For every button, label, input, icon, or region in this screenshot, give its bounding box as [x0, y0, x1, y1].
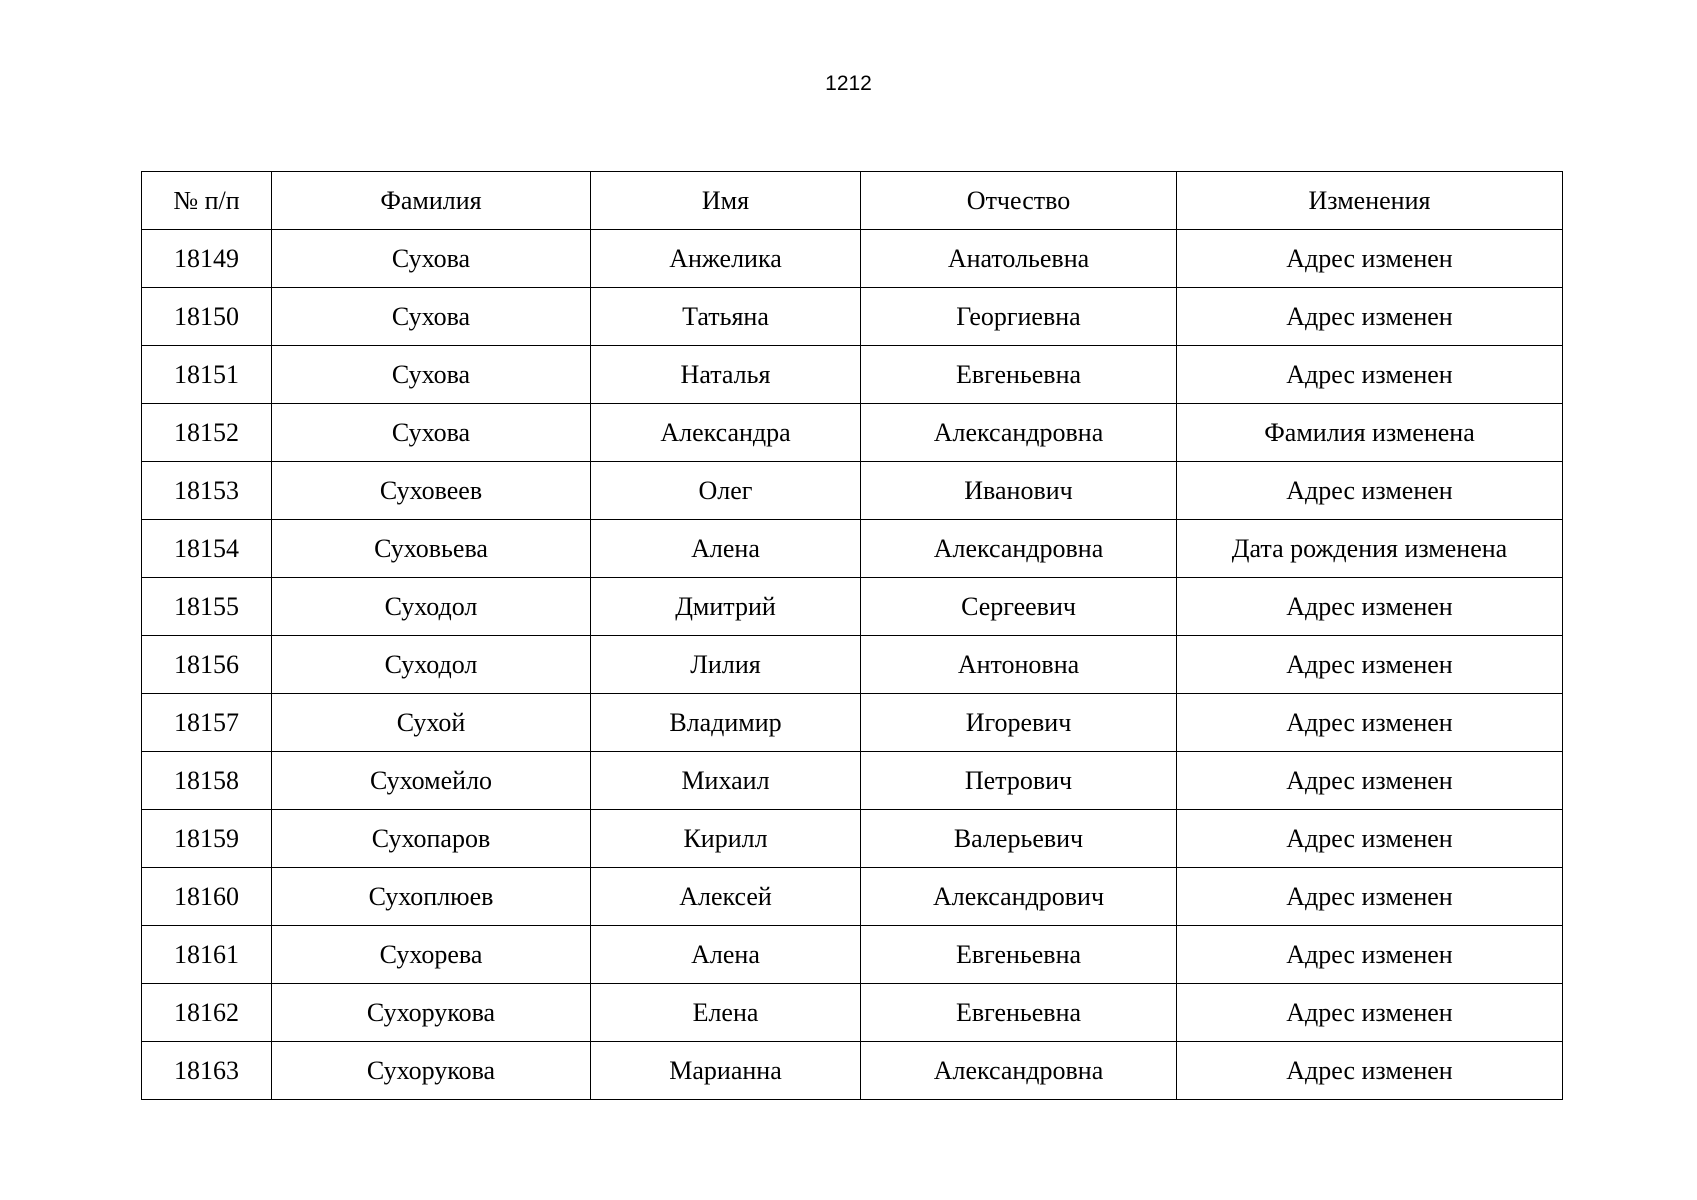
cell-patronymic: Валерьевич — [861, 810, 1177, 868]
table-row — [142, 636, 1563, 694]
cell-last-name: Суходол — [272, 636, 591, 694]
cell-first-name: Наталья — [591, 346, 861, 404]
cell-first-name: Александра — [591, 404, 861, 462]
header-patronymic: Отчество — [861, 172, 1177, 230]
cell-num: 18149 — [142, 230, 272, 288]
cell-patronymic: Сергеевич — [861, 578, 1177, 636]
cell-changes: Адрес изменен — [1177, 288, 1563, 346]
cell-changes: Адрес изменен — [1177, 984, 1563, 1042]
cell-num: 18154 — [142, 520, 272, 578]
cell-first-name: Алена — [591, 926, 861, 984]
table-row — [142, 462, 1563, 520]
table-row — [142, 404, 1563, 462]
cell-last-name: Сухой — [272, 694, 591, 752]
header-last-name: Фамилия — [272, 172, 591, 230]
cell-num: 18162 — [142, 984, 272, 1042]
cell-patronymic: Александровна — [861, 1042, 1177, 1100]
cell-patronymic: Евгеньевна — [861, 346, 1177, 404]
cell-first-name: Лилия — [591, 636, 861, 694]
cell-num: 18159 — [142, 810, 272, 868]
table-row — [142, 346, 1563, 404]
cell-last-name: Сухова — [272, 230, 591, 288]
cell-first-name: Марианна — [591, 1042, 861, 1100]
table-header-row — [142, 172, 1563, 230]
page-number: 1212 — [825, 72, 872, 95]
cell-first-name: Дмитрий — [591, 578, 861, 636]
cell-changes: Адрес изменен — [1177, 926, 1563, 984]
cell-first-name: Владимир — [591, 694, 861, 752]
cell-changes: Дата рождения изменена — [1177, 520, 1563, 578]
cell-changes: Адрес изменен — [1177, 810, 1563, 868]
cell-last-name: Сухомейло — [272, 752, 591, 810]
cell-last-name: Суховеев — [272, 462, 591, 520]
table-row — [142, 752, 1563, 810]
cell-patronymic: Петрович — [861, 752, 1177, 810]
cell-patronymic: Александрович — [861, 868, 1177, 926]
cell-changes: Фамилия изменена — [1177, 404, 1563, 462]
cell-patronymic: Георгиевна — [861, 288, 1177, 346]
cell-num: 18163 — [142, 1042, 272, 1100]
cell-last-name: Сухоплюев — [272, 868, 591, 926]
table-row — [142, 926, 1563, 984]
cell-patronymic: Анатольевна — [861, 230, 1177, 288]
cell-num: 18151 — [142, 346, 272, 404]
cell-last-name: Сухова — [272, 288, 591, 346]
cell-last-name: Сухорукова — [272, 984, 591, 1042]
cell-num: 18153 — [142, 462, 272, 520]
table-body — [142, 230, 1563, 1100]
cell-patronymic: Евгеньевна — [861, 926, 1177, 984]
cell-last-name: Суховьева — [272, 520, 591, 578]
cell-first-name: Татьяна — [591, 288, 861, 346]
cell-changes: Адрес изменен — [1177, 462, 1563, 520]
cell-num: 18155 — [142, 578, 272, 636]
cell-num: 18161 — [142, 926, 272, 984]
cell-num: 18160 — [142, 868, 272, 926]
cell-first-name: Анжелика — [591, 230, 861, 288]
cell-first-name: Кирилл — [591, 810, 861, 868]
cell-last-name: Суходол — [272, 578, 591, 636]
register-table — [141, 171, 1563, 1100]
table-row — [142, 984, 1563, 1042]
cell-patronymic: Александровна — [861, 404, 1177, 462]
cell-first-name: Алена — [591, 520, 861, 578]
table-row — [142, 288, 1563, 346]
cell-first-name: Михаил — [591, 752, 861, 810]
cell-num: 18157 — [142, 694, 272, 752]
cell-changes: Адрес изменен — [1177, 694, 1563, 752]
cell-last-name: Сухова — [272, 346, 591, 404]
table-row — [142, 694, 1563, 752]
cell-num: 18158 — [142, 752, 272, 810]
cell-changes: Адрес изменен — [1177, 230, 1563, 288]
cell-first-name: Алексей — [591, 868, 861, 926]
table-row — [142, 810, 1563, 868]
header-first-name: Имя — [591, 172, 861, 230]
table-row — [142, 1042, 1563, 1100]
cell-changes: Адрес изменен — [1177, 752, 1563, 810]
table-row — [142, 868, 1563, 926]
cell-changes: Адрес изменен — [1177, 346, 1563, 404]
table-row — [142, 520, 1563, 578]
cell-num: 18156 — [142, 636, 272, 694]
header-num: № п/п — [142, 172, 272, 230]
cell-changes: Адрес изменен — [1177, 1042, 1563, 1100]
cell-changes: Адрес изменен — [1177, 636, 1563, 694]
cell-changes: Адрес изменен — [1177, 578, 1563, 636]
cell-changes: Адрес изменен — [1177, 868, 1563, 926]
table-row — [142, 230, 1563, 288]
cell-last-name: Сухопаров — [272, 810, 591, 868]
cell-last-name: Сухорукова — [272, 1042, 591, 1100]
cell-num: 18150 — [142, 288, 272, 346]
cell-patronymic: Иванович — [861, 462, 1177, 520]
table-row — [142, 578, 1563, 636]
cell-num: 18152 — [142, 404, 272, 462]
header-changes: Изменения — [1177, 172, 1563, 230]
cell-patronymic: Игоревич — [861, 694, 1177, 752]
cell-last-name: Сухова — [272, 404, 591, 462]
cell-patronymic: Александровна — [861, 520, 1177, 578]
cell-first-name: Олег — [591, 462, 861, 520]
cell-patronymic: Антоновна — [861, 636, 1177, 694]
cell-first-name: Елена — [591, 984, 861, 1042]
cell-last-name: Сухорева — [272, 926, 591, 984]
cell-patronymic: Евгеньевна — [861, 984, 1177, 1042]
